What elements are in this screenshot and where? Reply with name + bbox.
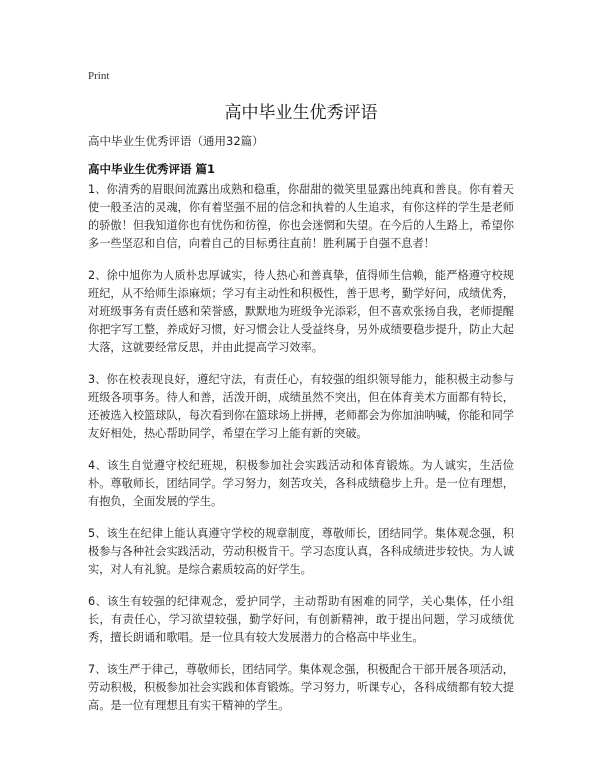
paragraph-5: 5、该生在纪律上能认真遵守学校的规章制度，尊敬师长，团结同学。集体观念强，积极参与各种社会实践活动，劳动积极肯干。学习态度认真，各科成绩进步较快。为人诚实，对人有礼貌。是综合素质较高的好学生。 [88, 527, 514, 576]
paragraph-4: 4、该生自觉遵守校纪班规，积极参加社会实践活动和体育锻炼。为人诚实，生活俭朴。尊敬师长，团结同学。学习努力，刻苦攻关，各科成绩稳步上升。是一位有理想，有抱负，全面发展的学生。 [88, 459, 514, 508]
paragraph-7: 7、该生严于律己，尊敬师长，团结同学。集体观念强，积极配合干部开展各项活动，劳动积极，积极参加社会实践和体育锻炼。学习努力，听课专心，各科成绩都有较大提高。是一位有理想且有实干精神的学生。 [88, 663, 514, 712]
document-subtitle: 高中毕业生优秀评语（通用32篇） [88, 134, 264, 148]
print-link[interactable]: Print [88, 70, 110, 82]
paragraph-3: 3、你在校表现良好，遵纪守法，有责任心，有较强的组织领导能力，能积极主动参与班级各项事务。待人和善，活泼开朗，成绩虽然不突出，但在体育美术方面都有特长，还被选入校篮球队，每次看到你在篮球场上拼搏，老师都会为你加油呐喊，你能和同学友好相处，热心帮助同学，希望在学习上能有新的突破。 [88, 373, 514, 440]
section-heading: 高中毕业生优秀评语 篇1 [88, 162, 216, 176]
body-text [88, 181, 514, 729]
document-title: 高中毕业生优秀评语 [224, 103, 378, 123]
paragraph-6: 6、该生有较强的纪律观念，爱护同学，主动帮助有困难的同学，关心集体，任小组长，有责任心，学习欲望较强，勤学好问，有创新精神，敢于提出问题，学习成绩优秀，擅长朗诵和歌唱。是一位具有较大发展潜力的合格高中毕业生。 [88, 595, 514, 644]
paragraph-2: 2、徐中旭你为人质朴忠厚诚实，待人热心和善真挚，值得师生信赖，能严格遵守校规班纪，从不给师生添麻烦；学习有主动性和积极性，善于思考，勤学好问，成绩优秀，对班级事务有责任感和荣誉感，默默地为班级争光添彩，但不喜欢张扬自我，老师提醒你把字写工整，养成好习惯，好习惯会让人受益终身，另外成绩要稳步提升，防止大起大落，这就要经常反思，并由此提高学习效率。 [88, 269, 514, 354]
paragraph-1: 1、你清秀的眉眼间流露出成熟和稳重，你甜甜的微笑里显露出纯真和善良。你有着天使一般圣洁的灵魂，你有着坚强不屈的信念和执着的人生追求，有你这样的学生是老师的骄傲！但我知道你也有忧伤和彷徨，你也会迷惘和失望。在今后的人生路上，希望你多一些坚忍和自信，向着自己的目标勇往直前！胜利属于自强不息者！ [88, 183, 514, 250]
